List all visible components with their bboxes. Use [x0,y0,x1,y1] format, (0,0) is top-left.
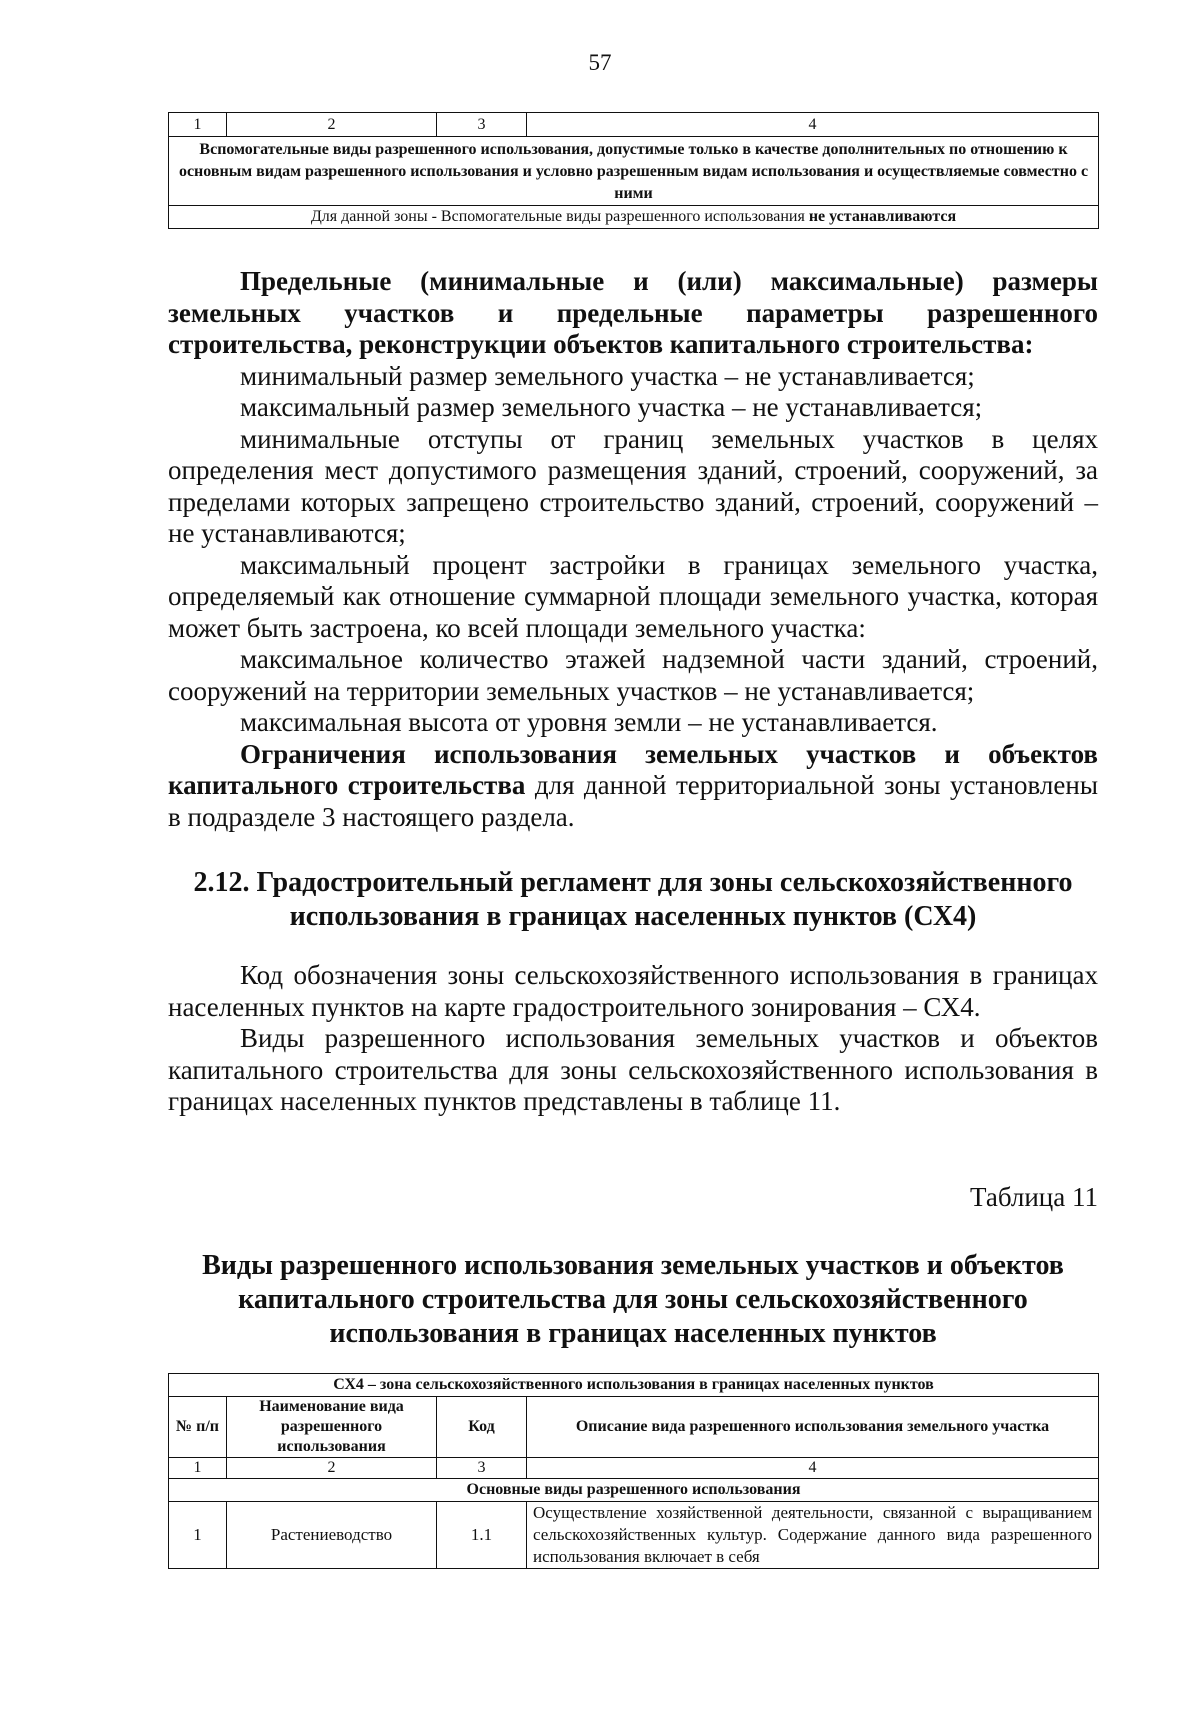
limits-item: максимальный размер земельного участка – не устанавливается; [240,392,983,422]
col-header-name: Наименование вида разрешенного использования [227,1397,437,1458]
limits-item: максимальное количество этажей надземной части зданий, строений, сооружений на территории земельных участков – не устанавливается; [168,644,1098,706]
aux-types-row [169,206,1099,229]
page-number: 57 [588,50,612,75]
limits-section [168,266,1098,833]
top-table [168,112,1099,229]
row-desc: Осуществление хозяйственной деятельности, связанной с выращиванием сельскохозяйственных культур. Содержание данного вида разрешенного использования включает в себя [527,1502,1099,1569]
col-number: 2 [227,1458,437,1479]
col-header-desc: Описание вида разрешенного использования земельного участка [527,1397,1099,1458]
limits-item: минимальный размер земельного участка – не устанавливается; [240,360,975,391]
row-code: 1.1 [437,1502,527,1569]
limits-item: максимальная высота от уровня земли – не устанавливается. [240,707,938,737]
table-caption: Виды разрешенного использования земельных участков и объектов капитального строительства для зоны сельскохозяйственного использования в границах населенных пунктов [202,1250,1064,1349]
col-header-num: № п/п [169,1397,227,1458]
top-col-4: 4 [527,113,1099,137]
zone-title: СХ4 – зона сельскохозяйственного использования в границах населенных пунктов [169,1374,1099,1397]
section-paragraph-1: Код обозначения зоны сельскохозяйственного использования в границах населенных пунктов на карте градостроительного зонирования – СХ4. [168,960,1098,1022]
section-paragraph-2: Виды разрешенного использования земельных участков и объектов капитального строительства для зоны сельскохозяйственного использования в границах населенных пунктов представлены в таблице 11. [168,1023,1098,1116]
permitted-uses-table [168,1373,1099,1569]
col-number: 4 [527,1458,1099,1479]
table-label: Таблица 11 [970,1182,1098,1212]
col-number: 3 [437,1458,527,1479]
limits-item: максимальный процент застройки в границах земельного участка, определяемый как отношение суммарной площади земельного участка, которая может быть застроена, ко всей площади земельного участка: [168,549,1098,643]
section-body [168,960,1098,1118]
restrictions-rest: для данной территориальной зоны установлены в подразделе 3 настоящего раздела. [168,770,1098,832]
top-col-2: 2 [227,113,437,137]
col-number: 1 [169,1458,227,1479]
top-col-1: 1 [169,113,227,137]
aux-row-bold: не устанавливаются [808,208,957,225]
limits-item: минимальные отступы от границ земельных участков в целях определения мест допустимого размещения зданий, строений, сооружений, за пределами которых запрещено строительство зданий, строений, сооружений – не устанавливаются; [168,423,1098,548]
aux-row-text: Для данной зоны - Вспомогательные виды разрешенного использования [310,208,809,225]
row-num: 1 [169,1502,227,1569]
col-header-code: Код [437,1397,527,1458]
row-name: Растениеводство [227,1502,437,1569]
table-row [169,1502,1099,1569]
main-types-heading: Основные виды разрешенного использования [169,1479,1099,1502]
top-col-3: 3 [437,113,527,137]
limits-heading: Предельные (минимальные и (или) максимальные) размеры земельных участков и предельные параметры разрешенного строительства, реконструкции объектов капитального строительства: [168,266,1098,359]
section-title: 2.12. Градостроительный регламент для зоны сельскохозяйственного использования в границах населенных пунктов (СХ4) [193,867,1073,932]
restrictions-paragraph [168,739,1098,834]
restrictions-bold: Ограничения использования земельных участков и объектов капитального строительства [168,738,1098,800]
aux-types-heading: Вспомогательные виды разрешенного использования, допустимые только в качестве дополнительных по отношению к основным видам разрешенного использования и условно разрешенным видам использования и осуществляемые совместно с ними [169,137,1099,206]
